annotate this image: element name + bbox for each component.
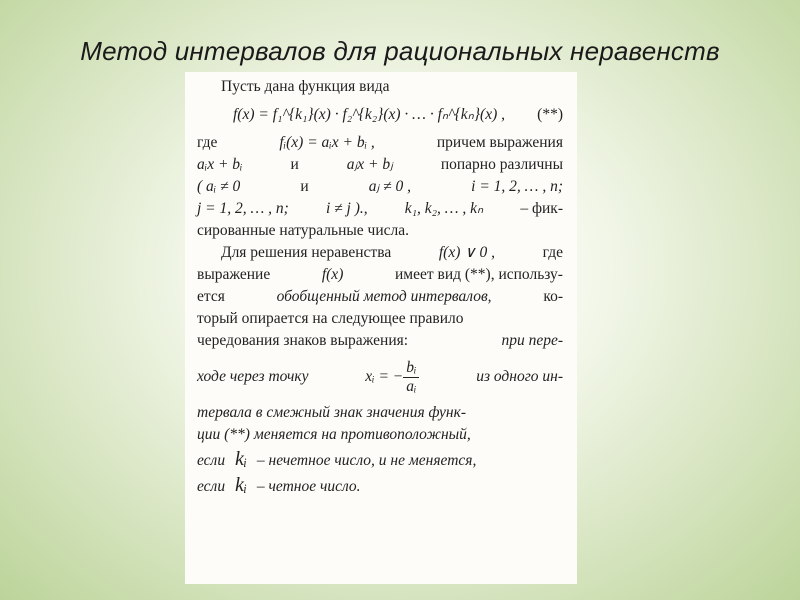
slide-title: Метод интервалов для рациональных неравенств (80, 36, 720, 66)
point-formula (365, 359, 419, 396)
formula: ( aᵢ ≠ 0 (197, 178, 241, 195)
fraction-numerator: bᵢ (403, 359, 419, 378)
text: – фик- (520, 200, 563, 217)
italic-text: ходе через точку (197, 368, 309, 385)
formula-line (197, 98, 563, 132)
text-line (197, 472, 563, 498)
text: Пусть дана функция вида (221, 78, 390, 95)
fraction (403, 359, 419, 396)
text-line (197, 402, 563, 424)
text-line (197, 132, 563, 154)
formula: k₁, k₂, … , kₙ (404, 200, 484, 217)
formula: kᵢ (234, 474, 247, 496)
equation-tag: (**) (537, 106, 563, 123)
formula: aⱼx + bⱼ (346, 156, 393, 173)
text: причем выражения (436, 134, 563, 151)
text: торый опирается на следующее правило (197, 310, 464, 327)
text: где (542, 244, 563, 261)
italic-text: если (197, 452, 226, 469)
formula: i ≠ j )., (325, 200, 368, 217)
formula: aᵢx + bᵢ (197, 156, 243, 173)
italic-text: из одного ин- (476, 368, 563, 385)
text-line (197, 76, 563, 98)
text-line (197, 330, 563, 352)
text: чередования знаков выражения: (197, 332, 409, 349)
italic-text: если (197, 478, 226, 495)
text: ко- (543, 288, 563, 305)
text-line (197, 446, 563, 472)
text-line (197, 264, 563, 286)
text: выражение (197, 266, 271, 283)
text-line (197, 198, 563, 220)
formula: fᵢ(x) = aᵢx + bᵢ , (279, 134, 375, 151)
formula: f(x) (321, 266, 344, 283)
italic-text: обобщенный метод интервалов, (276, 288, 492, 305)
text-line (197, 176, 563, 198)
text: сированные натуральные числа. (197, 222, 410, 239)
text: где (197, 134, 218, 151)
text-line (197, 352, 563, 402)
formula: j = 1, 2, … , n; (197, 200, 289, 217)
text: ется (197, 288, 225, 305)
formula: i = 1, 2, … , n; (471, 178, 563, 195)
text: Для решения неравенства (221, 244, 392, 261)
italic-text: при пере- (501, 332, 563, 349)
formula: aⱼ ≠ 0 , (368, 178, 412, 195)
text-line (197, 220, 563, 242)
function-product-formula: f(x) = f₁^{k₁}(x) · f₂^{k₂}(x) · … · fₙ^{kₙ}(x) , (233, 106, 506, 123)
italic-text: тервала в смежный знак значения функ- (197, 404, 467, 421)
text: попарно различны (440, 156, 563, 173)
text: и (290, 156, 299, 173)
formula-lhs: xᵢ = − (365, 367, 404, 385)
fraction-denominator: aᵢ (406, 377, 417, 395)
text-line (197, 242, 563, 264)
text: и (300, 178, 309, 195)
italic-text: – четное число. (256, 478, 361, 495)
text-line (197, 308, 563, 330)
scanned-text-page (185, 72, 577, 584)
text: имеет вид (**), использу- (394, 266, 563, 283)
text-line (197, 154, 563, 176)
italic-text: ции (**) меняется на противоположный, (197, 426, 471, 443)
italic-text: – нечетное число, и не меняется, (256, 452, 477, 469)
formula: f(x) ∨ 0 , (438, 244, 495, 261)
formula: kᵢ (234, 448, 247, 470)
text-line (197, 424, 563, 446)
text-line (197, 286, 563, 308)
